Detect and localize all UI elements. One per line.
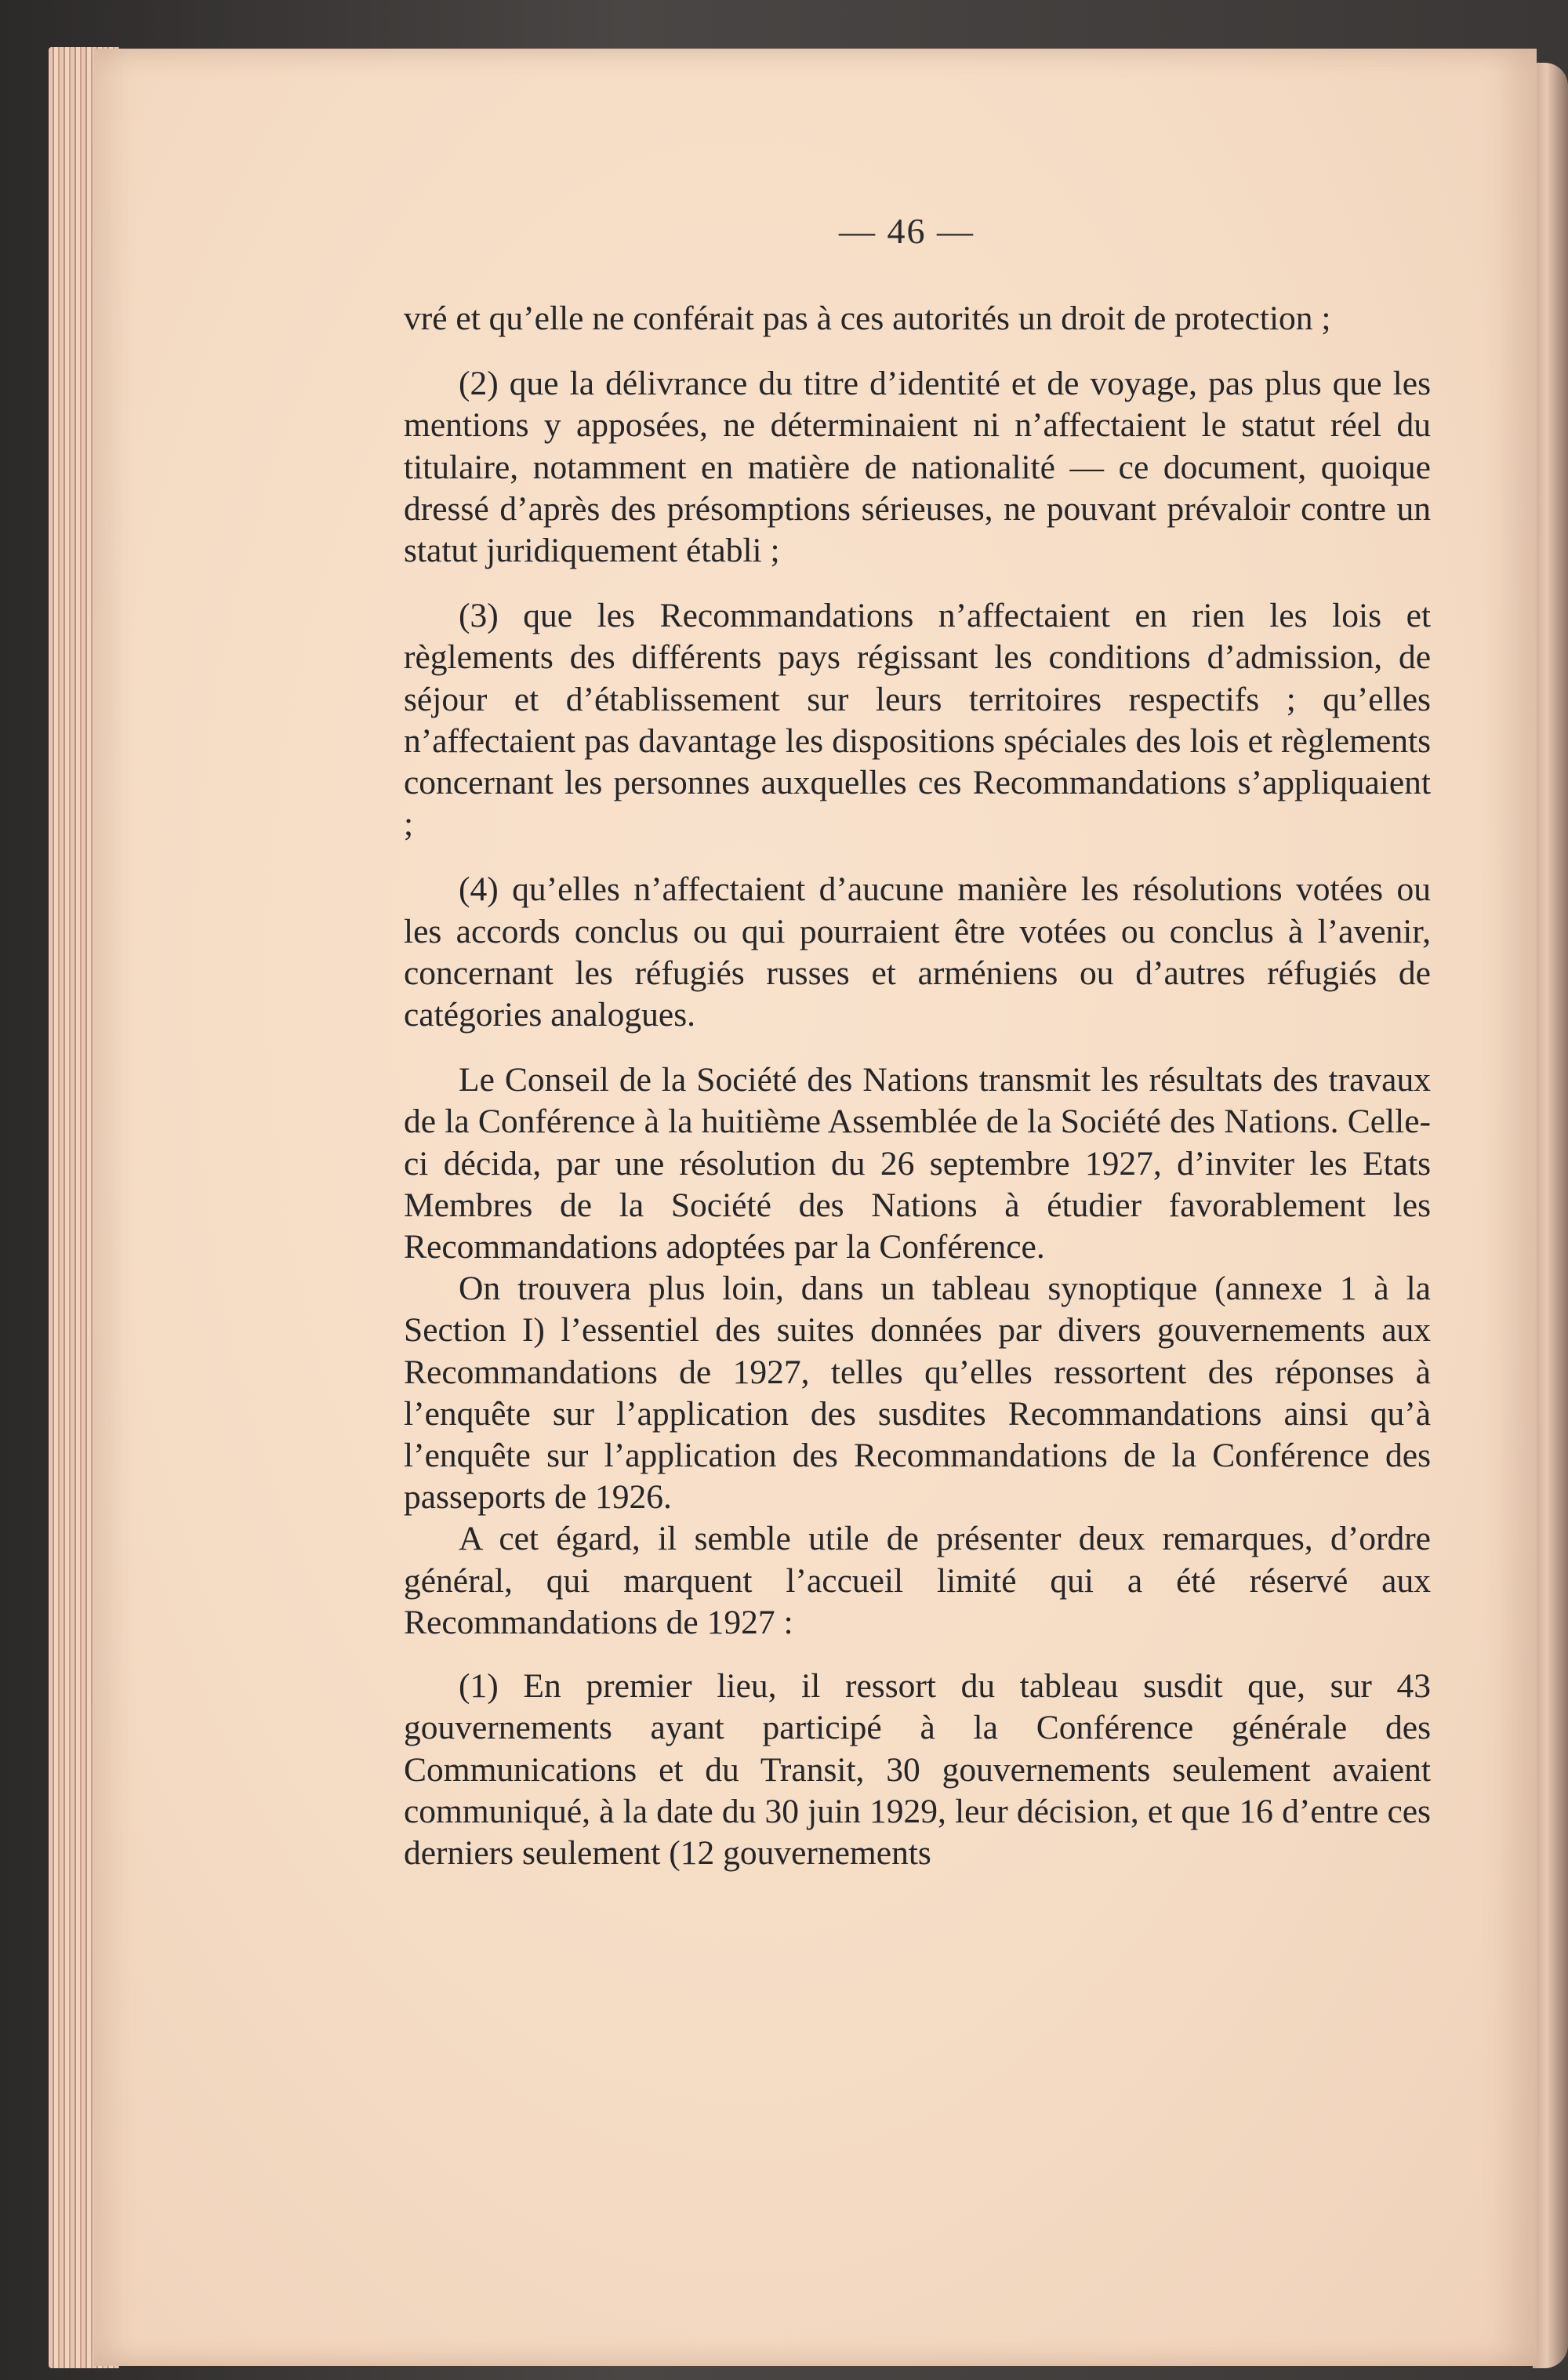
paragraph-conseil: Le Conseil de la Société des Nations transmit les résultats des travaux de la Conférence à la huitième Assemblée de la Société des Nations. Celle-ci décida, par une résolution du 26 septembre 1927, d’inviter les Etats Membres de la Société des Nations à étudier favorablement les Recommandations adoptées par la Conférence.: [404, 1061, 1431, 1266]
paragraph-item-3: (3) que les Recommandations n’affectaient en rien les lois et règlements des différents pays régissant les conditions d’admission, de séjour et d’établissement sur leurs territoires respectifs ; qu’elles n’affectaient pas davantage les dispositions spéciales des lois et règlements concernant les personnes auxquelles ces Recommandations s’appliquaient ;: [404, 597, 1431, 844]
page-number: — 46 —: [839, 211, 975, 251]
paragraph-item-4: (4) qu’elles n’affectaient d’aucune manière les résolutions votées ou les accords conclus ou qui pourraient être votées ou conclus à l’avenir, concernant les réfugiés russes et arméniens ou d’autres réfugiés de catégories analogues.: [404, 870, 1431, 1034]
paragraph-item-2: (2) que la délivrance du titre d’identité et de voyage, pas plus que les mentions y apposées, ne déterminaient ni n’affectaient le statut réel du titulaire, notamment en matière de nationalité — ce document, quoique dressé d’après des présomptions sérieuses, ne pouvant prévaloir contre un statut juridiquement établi ;: [404, 365, 1431, 570]
paragraph-premier-lieu: (1) En premier lieu, il ressort du tableau susdit que, sur 43 gouvernements ayant participé à la Conférence générale des Communications et du Transit, 30 gouvernements seulement avaient communiqué, à la date du 30 juin 1929, leur décision, et que 16 d’entre ces derniers seulement (12 gouvernements: [404, 1667, 1431, 1872]
paragraph-continuation: vré et qu’elle ne conférait pas à ces autorités un droit de protection ;: [404, 300, 1331, 337]
paragraph-remarques: A cet égard, il semble utile de présenter deux remarques, d’ordre général, qui marquent l’accueil limité qui a été réservé aux Recommandations de 1927 :: [404, 1520, 1431, 1641]
text-block: [404, 298, 1431, 1874]
paragraph-tableau: On trouvera plus loin, dans un tableau synoptique (annexe 1 à la Section I) l’essentiel des suites données par divers gouvernements aux Recommandations de 1927, telles qu’elles ressortent des réponses à l’enquête sur l’application des susdites Recommandations ainsi qu’à l’enquête sur l’application des Recommandations de la Conférence des passeports de 1926.: [404, 1270, 1431, 1517]
page-curl-right: [1533, 63, 1568, 2368]
